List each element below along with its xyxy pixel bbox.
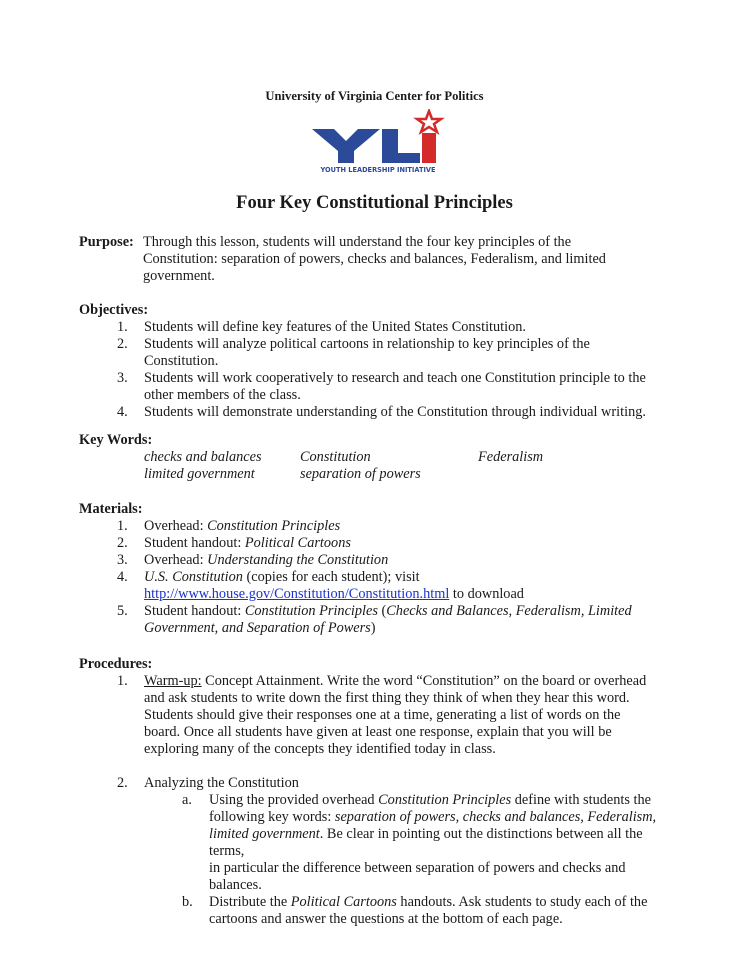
item-text: (copies for each student); visit xyxy=(242,569,420,585)
material-title: Constitution Principles xyxy=(244,603,378,619)
list-item xyxy=(79,673,679,758)
list-item xyxy=(79,518,679,535)
purpose-line: Constitution: separation of powers, checks and balances, Federalism, and limited xyxy=(143,251,606,267)
item-text: board. Once all students have given at least one response, explain that you will be xyxy=(144,724,612,740)
material-title: Checks and Balances, Federalism, Limited xyxy=(386,603,632,619)
materials-heading: Materials: xyxy=(79,501,143,517)
item-text: Student handout: xyxy=(144,603,245,619)
objectives-list xyxy=(79,319,679,421)
key-words-heading: Key Words: xyxy=(79,432,153,448)
item-text: Overhead: xyxy=(144,518,208,534)
item-number: 1. xyxy=(117,518,128,534)
objectives-section xyxy=(79,302,679,421)
key-word xyxy=(478,466,598,483)
item-number: 1. xyxy=(117,319,128,335)
star-icon xyxy=(417,111,441,132)
item-text: Constitution. xyxy=(144,353,219,369)
purpose-section xyxy=(79,234,679,285)
procedures-sublist xyxy=(144,792,679,928)
list-item xyxy=(79,775,679,928)
item-text: Overhead: xyxy=(144,552,208,568)
emphasis: limited government xyxy=(209,826,320,842)
item-text: Students will work cooperatively to research and teach one Constitution principle to the xyxy=(144,370,646,386)
item-text: cartoons and answer the questions at the bottom of each page. xyxy=(209,911,563,927)
materials-list xyxy=(79,518,679,637)
item-text: Using the provided overhead xyxy=(209,792,379,808)
procedures-list xyxy=(79,673,679,928)
material-title: Understanding the Constitution xyxy=(207,552,389,568)
emphasis: Constitution Principles xyxy=(378,792,512,808)
material-title: Political Cartoons xyxy=(244,535,351,551)
purpose-body xyxy=(143,234,679,285)
key-words-section xyxy=(79,432,679,483)
key-word: limited government xyxy=(144,466,255,482)
item-text: to download xyxy=(449,586,524,602)
item-text: exploring many of the concepts they identified today in class. xyxy=(144,741,496,757)
item-number: 3. xyxy=(117,370,128,386)
item-number: 5. xyxy=(117,603,128,619)
list-item xyxy=(79,535,679,552)
item-text: define with students the xyxy=(511,792,651,808)
emphasis: Political Cartoons xyxy=(290,894,397,910)
item-letter: b. xyxy=(182,894,193,910)
material-title: Government, and Separation of Powers xyxy=(144,620,371,636)
procedures-heading: Procedures: xyxy=(79,656,153,672)
sub-list-item xyxy=(144,792,679,894)
key-word: Federalism xyxy=(478,449,544,465)
key-word: separation of powers xyxy=(300,466,421,482)
key-word: checks and balances xyxy=(144,449,262,465)
purpose-line: government. xyxy=(143,268,215,284)
item-text: Students will analyze political cartoons in relationship to key principles of the xyxy=(144,336,590,352)
item-text: following key words: xyxy=(209,809,335,825)
sub-list-item xyxy=(144,894,679,928)
item-text: other members of the class. xyxy=(144,387,301,403)
item-text: Analyzing the Constitution xyxy=(144,775,299,791)
item-letter: a. xyxy=(182,792,192,808)
item-text: Students will define key features of the United States Constitution. xyxy=(144,319,526,335)
item-text: Students will demonstrate understanding of the Constitution through individual writing. xyxy=(144,404,646,420)
list-item xyxy=(79,370,679,404)
item-number: 2. xyxy=(117,535,128,551)
key-word: Constitution xyxy=(300,449,371,465)
item-text: ( xyxy=(377,603,387,619)
objectives-heading: Objectives: xyxy=(79,302,149,318)
list-item xyxy=(79,404,679,421)
material-title: U.S. Constitution xyxy=(144,569,243,585)
list-item xyxy=(79,319,679,336)
list-item xyxy=(79,336,679,370)
item-number: 1. xyxy=(117,673,128,689)
yli-logo xyxy=(308,109,448,175)
list-item xyxy=(79,552,679,569)
logo-tagline: YOUTH LEADERSHIP INITIATIVE xyxy=(320,166,436,174)
item-text: Concept Attainment. Write the word “Constitution” on the board or overhead xyxy=(201,673,647,689)
item-number: 4. xyxy=(117,569,128,585)
list-item xyxy=(79,603,679,637)
materials-section xyxy=(79,501,679,637)
page-title: Four Key Constitutional Principles xyxy=(236,193,513,213)
item-text: Students should give their responses one at a time, generating a list of words on the xyxy=(144,707,621,723)
emphasis: separation of powers, checks and balances, Federalism, xyxy=(334,809,657,825)
purpose-label: Purpose: xyxy=(79,234,134,250)
item-text: ) xyxy=(370,620,376,636)
constitution-download-link[interactable]: http://www.house.gov/Constitution/Constitution.html xyxy=(144,586,450,602)
item-text: Distribute the xyxy=(209,894,291,910)
organization-name: University of Virginia Center for Politics xyxy=(265,89,484,103)
purpose-line: Through this lesson, students will understand the four key principles of the xyxy=(143,234,572,250)
item-number: 2. xyxy=(117,336,128,352)
yli-logo-graphic xyxy=(308,109,448,175)
item-number: 3. xyxy=(117,552,128,568)
item-text: in particular the difference between separation of powers and checks and balances. xyxy=(209,860,626,893)
item-number: 4. xyxy=(117,404,128,420)
warm-up-label: Warm-up: xyxy=(144,673,202,689)
procedures-section xyxy=(79,656,679,928)
list-item xyxy=(79,569,679,603)
material-title: Constitution Principles xyxy=(207,518,341,534)
item-text: handouts. Ask students to study each of the xyxy=(396,894,648,910)
item-text: . Be clear in pointing out the distinctions between all the terms, xyxy=(209,826,643,859)
item-number: 2. xyxy=(117,775,128,791)
item-text: and ask students to write down the first thing they think of when they hear this word. xyxy=(144,690,630,706)
key-words-grid xyxy=(79,449,679,483)
item-text: Student handout: xyxy=(144,535,245,551)
